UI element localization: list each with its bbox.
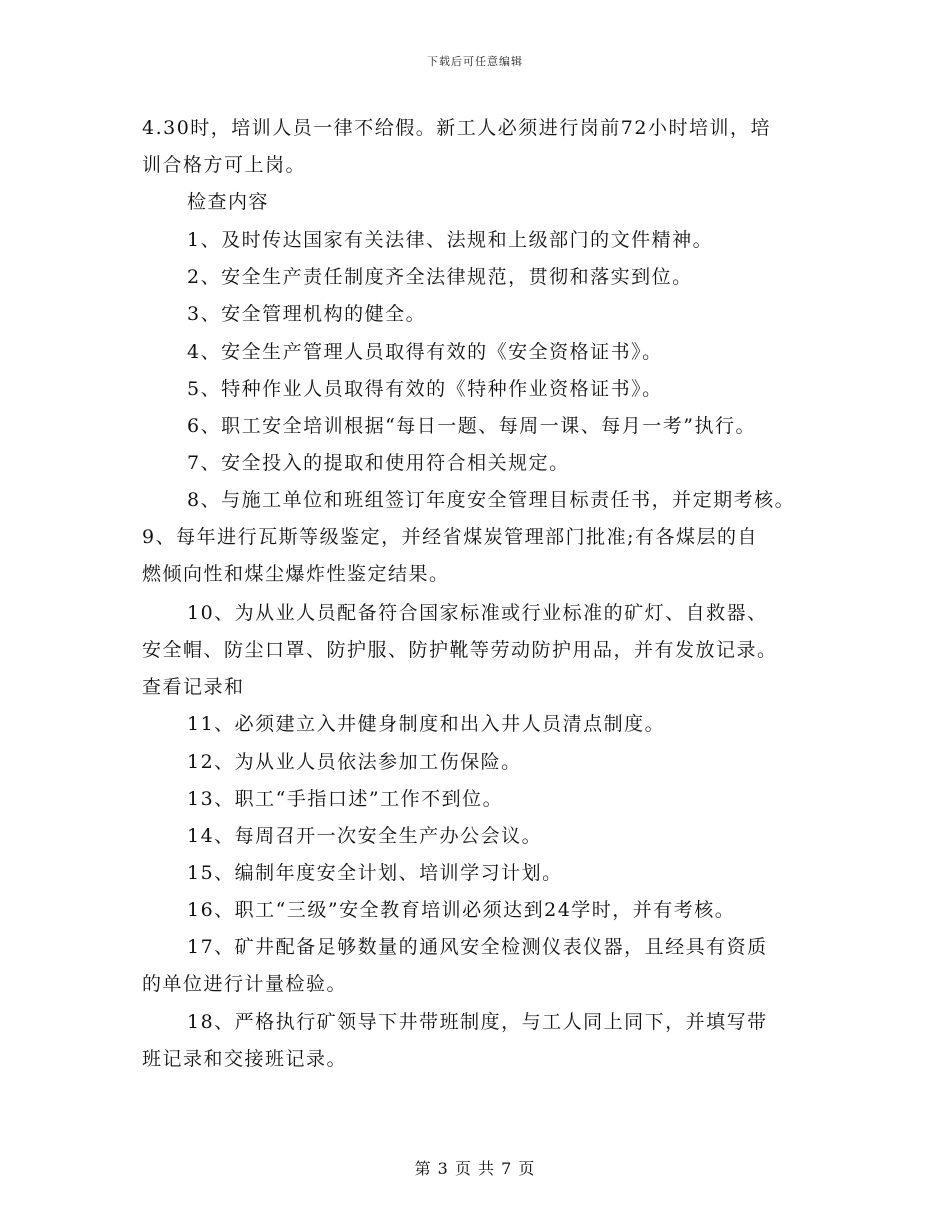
list-item: 18、严格执行矿领导下井带班制度，与工人同上同下，并填写带 <box>187 1011 768 1033</box>
text-line: 查看记录和 <box>142 676 245 698</box>
list-item: 13、职工“手指口述”工作不到位。 <box>187 788 504 810</box>
list-item: 5、特种作业人员取得有效的《特种作业资格证书》。 <box>187 378 663 400</box>
list-item: 10、为从业人员配备符合国家标准或行业标准的矿灯、自救器、 <box>187 602 768 624</box>
page-number: 第 3 页 共 7 页 <box>414 1159 536 1178</box>
text-line: 4.30时，培训人员一律不给假。新工人必须进行岗前72小时培训，培 <box>142 117 771 139</box>
list-item: 7、安全投入的提取和使用符合相关规定。 <box>187 452 570 474</box>
list-item: 6、职工安全培训根据“每日一题、每周一课、每月一考”执行。 <box>187 415 757 437</box>
list-item: 4、安全生产管理人员取得有效的《安全资格证书》。 <box>187 341 663 363</box>
text-line: 训合格方可上岗。 <box>142 154 307 176</box>
list-item: 14、每周召开一次安全生产办公会议。 <box>187 825 543 847</box>
list-item-continuation: 燃倾向性和煤尘爆炸性鉴定结果。 <box>142 563 450 585</box>
list-item: 3、安全管理机构的健全。 <box>187 303 427 325</box>
list-item: 1、及时传达国家有关法律、法规和上级部门的文件精神。 <box>187 229 714 251</box>
list-item-continuation: 的单位进行计量检验。 <box>142 973 348 995</box>
list-item: 2、安全生产责任制度齐全法律规范，贯彻和落实到位。 <box>187 266 693 288</box>
list-item: 9、每年进行瓦斯等级鉴定，并经省煤炭管理部门批准;有各煤层的自 <box>142 526 758 548</box>
list-item: 11、必须建立入井健身制度和出入井人员清点制度。 <box>187 713 666 735</box>
list-item: 17、矿井配备足够数量的通风安全检测仪表仪器，且经具有资质 <box>187 936 768 958</box>
list-item: 16、职工“三级”安全教育培训必须达到24学时，并有考核。 <box>187 899 736 921</box>
section-heading: 检查内容 <box>187 191 270 213</box>
list-item-continuation: 班记录和交接班记录。 <box>142 1048 348 1070</box>
page-header-note: 下载后可任意编辑 <box>427 55 523 68</box>
list-item: 15、编制年度安全计划、培训学习计划。 <box>187 862 563 884</box>
list-item-continuation: 安全帽、防尘口罩、防护服、防护靴等劳动防护用品，并有发放记录。 <box>142 639 778 661</box>
list-item: 8、与施工单位和班组签订年度安全管理目标责任书，并定期考核。 <box>187 489 796 511</box>
list-item: 12、为从业人员依法参加工伤保险。 <box>187 751 522 773</box>
